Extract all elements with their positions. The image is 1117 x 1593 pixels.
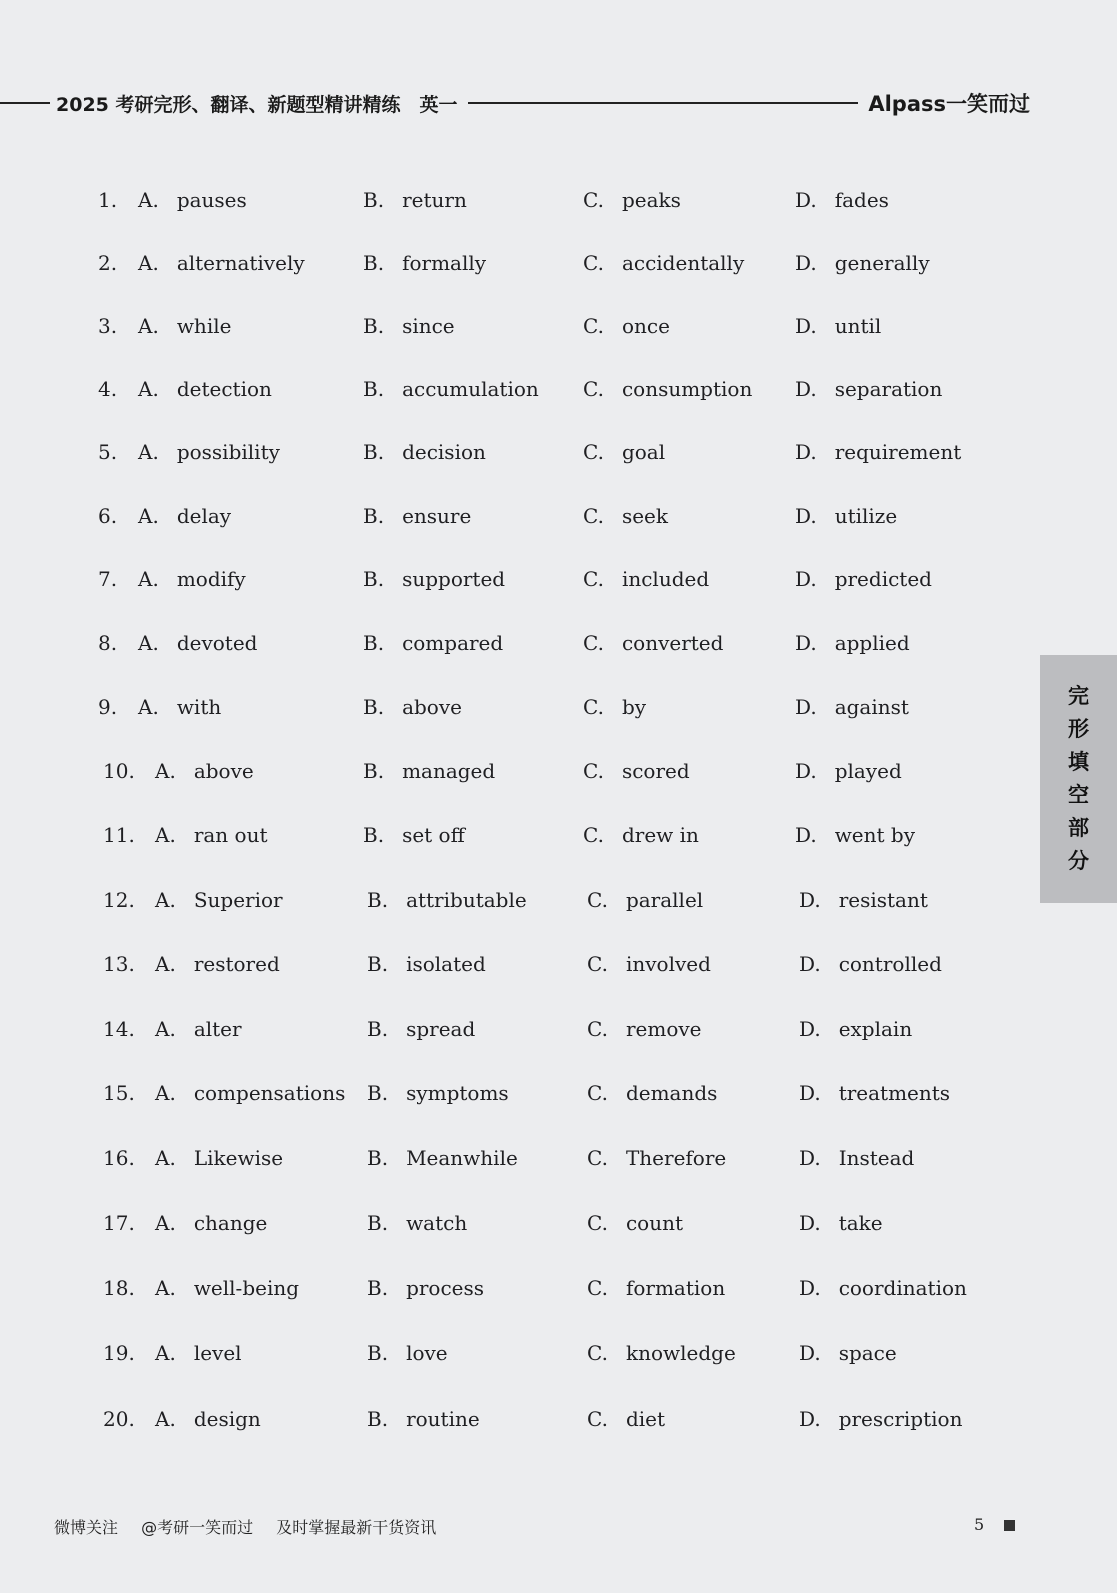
option-b bbox=[367, 885, 527, 915]
option-word: requirement bbox=[834, 440, 962, 464]
option-letter: C. bbox=[587, 1017, 608, 1041]
option-c bbox=[583, 248, 744, 278]
option-a bbox=[155, 1404, 261, 1434]
option-word: ensure bbox=[402, 504, 472, 528]
footer-weibo: 微博关注 bbox=[54, 1518, 119, 1537]
option-c bbox=[587, 1273, 725, 1303]
question-number: 16. bbox=[103, 1146, 135, 1170]
option-d bbox=[799, 949, 942, 979]
option-letter: D. bbox=[795, 251, 817, 275]
question-row bbox=[0, 248, 1030, 278]
option-word: alter bbox=[193, 1017, 242, 1041]
option-word: attributable bbox=[406, 888, 527, 912]
question-number: 8. bbox=[98, 631, 118, 655]
option-letter: C. bbox=[587, 1341, 608, 1365]
option-letter: A. bbox=[155, 1017, 176, 1041]
option-word: above bbox=[193, 759, 254, 783]
option-letter: C. bbox=[583, 440, 604, 464]
option-word: modify bbox=[176, 567, 246, 591]
option-letter: B. bbox=[363, 377, 385, 401]
question-row bbox=[0, 185, 1030, 215]
option-letter: B. bbox=[363, 504, 385, 528]
option-a bbox=[155, 1208, 267, 1238]
brand-logo: Alpass一笑而过 bbox=[868, 92, 1030, 116]
question-number: 1. bbox=[98, 188, 118, 212]
option-letter: C. bbox=[583, 251, 604, 275]
option-letter: C. bbox=[583, 759, 604, 783]
option-d bbox=[799, 1014, 912, 1044]
question-number: 3. bbox=[98, 314, 118, 338]
option-a bbox=[138, 374, 272, 404]
option-letter: A. bbox=[138, 251, 159, 275]
question-row bbox=[0, 949, 1030, 979]
option-a bbox=[138, 564, 246, 594]
page-header bbox=[0, 88, 1030, 118]
option-c bbox=[583, 692, 646, 722]
option-c bbox=[583, 756, 690, 786]
option-word: level bbox=[193, 1341, 242, 1365]
option-word: well-being bbox=[193, 1276, 300, 1300]
option-word: drew in bbox=[621, 823, 699, 847]
option-b bbox=[367, 1338, 448, 1368]
option-word: take bbox=[838, 1211, 883, 1235]
question-number: 7. bbox=[98, 567, 118, 591]
option-letter: B. bbox=[363, 695, 385, 719]
option-letter: D. bbox=[795, 314, 817, 338]
option-letter: C. bbox=[587, 888, 608, 912]
option-c bbox=[583, 564, 709, 594]
option-b bbox=[367, 1404, 480, 1434]
page-marker-square bbox=[1004, 1520, 1015, 1531]
option-word: separation bbox=[834, 377, 943, 401]
option-word: coordination bbox=[838, 1276, 967, 1300]
question-number: 18. bbox=[103, 1276, 135, 1300]
option-word: fades bbox=[834, 188, 889, 212]
option-letter: D. bbox=[795, 440, 817, 464]
option-letter: A. bbox=[138, 314, 159, 338]
option-letter: D. bbox=[795, 377, 817, 401]
option-word: knowledge bbox=[625, 1341, 736, 1365]
option-word: space bbox=[838, 1341, 897, 1365]
option-letter: B. bbox=[363, 314, 385, 338]
option-word: involved bbox=[625, 952, 711, 976]
option-a bbox=[155, 820, 268, 850]
option-word: ran out bbox=[193, 823, 268, 847]
option-b bbox=[363, 628, 503, 658]
option-letter: D. bbox=[799, 1017, 821, 1041]
option-letter: B. bbox=[363, 631, 385, 655]
option-d bbox=[799, 1143, 914, 1173]
side-tab-char: 填 bbox=[1068, 750, 1089, 774]
option-word: until bbox=[834, 314, 882, 338]
option-word: goal bbox=[621, 440, 666, 464]
option-letter: B. bbox=[363, 759, 385, 783]
option-b bbox=[367, 1014, 475, 1044]
question-row bbox=[0, 1078, 1030, 1108]
option-letter: A. bbox=[155, 1211, 176, 1235]
option-b bbox=[363, 311, 455, 341]
option-d bbox=[795, 374, 942, 404]
option-word: detection bbox=[176, 377, 272, 401]
option-a bbox=[138, 185, 247, 215]
option-a bbox=[155, 1273, 299, 1303]
option-letter: B. bbox=[367, 888, 389, 912]
option-word: prescription bbox=[838, 1407, 963, 1431]
option-word: since bbox=[402, 314, 455, 338]
option-d bbox=[795, 437, 961, 467]
option-word: formation bbox=[625, 1276, 726, 1300]
option-c bbox=[587, 1143, 726, 1173]
option-word: went by bbox=[834, 823, 916, 847]
option-word: remove bbox=[625, 1017, 702, 1041]
option-word: Likewise bbox=[193, 1146, 284, 1170]
option-letter: A. bbox=[138, 567, 159, 591]
question-row bbox=[0, 1208, 1030, 1238]
option-letter: B. bbox=[367, 1341, 389, 1365]
option-b bbox=[363, 437, 486, 467]
option-a bbox=[155, 1143, 283, 1173]
option-d bbox=[795, 185, 889, 215]
option-word: once bbox=[621, 314, 670, 338]
option-b bbox=[363, 501, 471, 531]
option-a bbox=[138, 248, 305, 278]
option-letter: B. bbox=[363, 567, 385, 591]
option-word: managed bbox=[402, 759, 496, 783]
option-word: played bbox=[834, 759, 902, 783]
question-number: 17. bbox=[103, 1211, 135, 1235]
option-word: diet bbox=[625, 1407, 666, 1431]
option-letter: D. bbox=[795, 759, 817, 783]
option-letter: C. bbox=[583, 695, 604, 719]
option-d bbox=[799, 1078, 950, 1108]
side-tab-char: 部 bbox=[1068, 816, 1089, 840]
option-d bbox=[795, 756, 902, 786]
side-tab-char: 空 bbox=[1068, 783, 1089, 807]
option-c bbox=[587, 1078, 717, 1108]
question-row bbox=[0, 1338, 1030, 1368]
option-c bbox=[583, 311, 670, 341]
option-letter: B. bbox=[363, 188, 385, 212]
option-word: Therefore bbox=[625, 1146, 727, 1170]
option-b bbox=[363, 374, 539, 404]
option-c bbox=[583, 437, 665, 467]
option-letter: C. bbox=[583, 823, 604, 847]
option-letter: C. bbox=[583, 377, 604, 401]
option-letter: C. bbox=[587, 952, 608, 976]
option-letter: A. bbox=[155, 952, 176, 976]
option-letter: A. bbox=[155, 759, 176, 783]
option-word: delay bbox=[176, 504, 232, 528]
option-a bbox=[155, 1014, 242, 1044]
option-letter: A. bbox=[138, 377, 159, 401]
option-letter: B. bbox=[367, 1146, 389, 1170]
option-word: peaks bbox=[621, 188, 681, 212]
option-letter: C. bbox=[587, 1276, 608, 1300]
option-letter: A. bbox=[155, 823, 176, 847]
option-letter: D. bbox=[799, 888, 821, 912]
option-word: symptoms bbox=[406, 1081, 509, 1105]
option-word: restored bbox=[193, 952, 280, 976]
question-row bbox=[0, 692, 1030, 722]
option-letter: A. bbox=[138, 504, 159, 528]
option-word: by bbox=[621, 695, 647, 719]
question-number: 9. bbox=[98, 695, 118, 719]
option-word: watch bbox=[406, 1211, 468, 1235]
option-word: converted bbox=[621, 631, 724, 655]
option-word: controlled bbox=[838, 952, 942, 976]
option-letter: D. bbox=[799, 952, 821, 976]
option-letter: C. bbox=[587, 1081, 608, 1105]
option-letter: D. bbox=[795, 567, 817, 591]
option-word: predicted bbox=[834, 567, 932, 591]
option-word: while bbox=[176, 314, 232, 338]
option-word: compared bbox=[402, 631, 504, 655]
question-number: 13. bbox=[103, 952, 135, 976]
page-number: 5 bbox=[974, 1515, 985, 1534]
option-b bbox=[363, 692, 462, 722]
option-word: decision bbox=[402, 440, 486, 464]
option-letter: C. bbox=[583, 314, 604, 338]
option-d bbox=[795, 311, 881, 341]
option-c bbox=[587, 1338, 736, 1368]
option-letter: B. bbox=[363, 251, 385, 275]
option-letter: C. bbox=[587, 1211, 608, 1235]
side-tab-char: 完 bbox=[1068, 684, 1089, 708]
option-word: pauses bbox=[176, 188, 247, 212]
option-word: supported bbox=[402, 567, 506, 591]
option-word: explain bbox=[838, 1017, 913, 1041]
option-word: with bbox=[176, 695, 222, 719]
option-word: treatments bbox=[838, 1081, 951, 1105]
option-letter: A. bbox=[138, 695, 159, 719]
option-word: demands bbox=[625, 1081, 718, 1105]
option-letter: C. bbox=[587, 1407, 608, 1431]
option-d bbox=[799, 1404, 962, 1434]
section-side-tab bbox=[1040, 655, 1117, 903]
option-c bbox=[583, 501, 668, 531]
question-row bbox=[0, 1273, 1030, 1303]
question-row bbox=[0, 564, 1030, 594]
option-word: above bbox=[402, 695, 462, 719]
question-row bbox=[0, 1404, 1030, 1434]
option-word: accumulation bbox=[402, 377, 539, 401]
question-number: 12. bbox=[103, 888, 135, 912]
option-word: accidentally bbox=[621, 251, 745, 275]
option-word: set off bbox=[402, 823, 465, 847]
option-letter: C. bbox=[583, 631, 604, 655]
option-a bbox=[155, 1338, 242, 1368]
question-number: 10. bbox=[103, 759, 135, 783]
option-word: count bbox=[625, 1211, 683, 1235]
header-title: 2025 考研完形、翻译、新题型精讲精练 英一 bbox=[56, 93, 458, 116]
option-letter: A. bbox=[138, 440, 159, 464]
option-letter: D. bbox=[795, 504, 817, 528]
option-word: scored bbox=[621, 759, 690, 783]
header-rule-left bbox=[0, 102, 50, 104]
option-letter: A. bbox=[155, 1341, 176, 1365]
question-number: 6. bbox=[98, 504, 118, 528]
option-word: Instead bbox=[838, 1146, 915, 1170]
option-c bbox=[583, 628, 723, 658]
side-tab-char: 分 bbox=[1068, 849, 1089, 873]
question-row bbox=[0, 820, 1030, 850]
option-word: return bbox=[402, 188, 467, 212]
option-letter: A. bbox=[138, 188, 159, 212]
option-word: consumption bbox=[621, 377, 753, 401]
option-d bbox=[799, 1338, 897, 1368]
option-word: seek bbox=[621, 504, 669, 528]
footer-slogan: 及时掌握最新干货资讯 bbox=[276, 1518, 437, 1537]
question-row bbox=[0, 885, 1030, 915]
option-word: devoted bbox=[176, 631, 258, 655]
option-d bbox=[795, 501, 897, 531]
option-a bbox=[138, 692, 221, 722]
option-c bbox=[587, 1014, 702, 1044]
option-word: routine bbox=[406, 1407, 480, 1431]
option-d bbox=[799, 1273, 967, 1303]
option-word: formally bbox=[402, 251, 487, 275]
option-b bbox=[367, 1078, 509, 1108]
option-b bbox=[363, 564, 505, 594]
option-letter: B. bbox=[367, 1017, 389, 1041]
option-b bbox=[367, 1273, 484, 1303]
footer-account: @考研一笑而过 bbox=[141, 1518, 254, 1537]
question-row bbox=[0, 1143, 1030, 1173]
option-b bbox=[367, 1208, 467, 1238]
question-row bbox=[0, 628, 1030, 658]
page-footer bbox=[54, 1515, 1014, 1541]
option-a bbox=[138, 437, 280, 467]
option-letter: C. bbox=[583, 188, 604, 212]
option-a bbox=[155, 1078, 345, 1108]
question-number: 15. bbox=[103, 1081, 135, 1105]
option-c bbox=[587, 1208, 683, 1238]
option-a bbox=[138, 628, 257, 658]
question-number: 5. bbox=[98, 440, 118, 464]
option-b bbox=[363, 756, 495, 786]
option-letter: D. bbox=[795, 823, 817, 847]
option-a bbox=[155, 756, 254, 786]
option-c bbox=[583, 820, 699, 850]
option-a bbox=[155, 949, 280, 979]
side-tab-char: 形 bbox=[1068, 717, 1089, 741]
option-letter: D. bbox=[795, 188, 817, 212]
option-word: applied bbox=[834, 631, 910, 655]
option-c bbox=[583, 374, 752, 404]
question-number: 11. bbox=[103, 823, 135, 847]
option-letter: D. bbox=[795, 695, 817, 719]
option-a bbox=[155, 885, 283, 915]
option-b bbox=[367, 1143, 518, 1173]
option-word: alternatively bbox=[176, 251, 305, 275]
option-d bbox=[795, 564, 932, 594]
option-letter: D. bbox=[799, 1407, 821, 1431]
option-word: possibility bbox=[176, 440, 280, 464]
option-word: resistant bbox=[838, 888, 928, 912]
question-number: 2. bbox=[98, 251, 118, 275]
option-word: utilize bbox=[834, 504, 898, 528]
option-d bbox=[795, 820, 915, 850]
option-d bbox=[795, 628, 910, 658]
option-letter: A. bbox=[155, 1276, 176, 1300]
question-number: 19. bbox=[103, 1341, 135, 1365]
option-letter: B. bbox=[367, 1081, 389, 1105]
option-letter: C. bbox=[587, 1146, 608, 1170]
question-row bbox=[0, 756, 1030, 786]
option-letter: C. bbox=[583, 504, 604, 528]
option-letter: B. bbox=[363, 440, 385, 464]
option-word: design bbox=[193, 1407, 261, 1431]
option-word: Superior bbox=[193, 888, 283, 912]
option-word: isolated bbox=[406, 952, 486, 976]
option-c bbox=[583, 185, 681, 215]
option-c bbox=[587, 949, 711, 979]
option-letter: D. bbox=[799, 1081, 821, 1105]
question-number: 20. bbox=[103, 1407, 135, 1431]
option-b bbox=[363, 820, 465, 850]
option-word: spread bbox=[406, 1017, 476, 1041]
option-letter: A. bbox=[155, 1081, 176, 1105]
header-rule-middle bbox=[468, 102, 859, 104]
option-letter: A. bbox=[155, 1407, 176, 1431]
option-letter: D. bbox=[799, 1211, 821, 1235]
option-d bbox=[799, 1208, 883, 1238]
question-row bbox=[0, 311, 1030, 341]
option-word: love bbox=[406, 1341, 448, 1365]
option-letter: B. bbox=[367, 952, 389, 976]
option-d bbox=[799, 885, 928, 915]
option-b bbox=[367, 949, 486, 979]
option-b bbox=[363, 248, 486, 278]
option-letter: A. bbox=[155, 888, 176, 912]
option-word: included bbox=[621, 567, 710, 591]
option-letter: D. bbox=[799, 1276, 821, 1300]
question-row bbox=[0, 501, 1030, 531]
option-c bbox=[587, 1404, 665, 1434]
option-word: change bbox=[193, 1211, 268, 1235]
option-d bbox=[795, 248, 930, 278]
option-b bbox=[363, 185, 467, 215]
option-word: process bbox=[406, 1276, 485, 1300]
option-letter: D. bbox=[799, 1341, 821, 1365]
option-d bbox=[795, 692, 909, 722]
option-word: against bbox=[834, 695, 909, 719]
option-letter: D. bbox=[795, 631, 817, 655]
option-letter: C. bbox=[583, 567, 604, 591]
option-word: generally bbox=[834, 251, 930, 275]
option-letter: B. bbox=[367, 1407, 389, 1431]
option-letter: B. bbox=[367, 1276, 389, 1300]
question-row bbox=[0, 437, 1030, 467]
option-a bbox=[138, 311, 231, 341]
option-letter: D. bbox=[799, 1146, 821, 1170]
option-letter: A. bbox=[155, 1146, 176, 1170]
question-row bbox=[0, 374, 1030, 404]
option-a bbox=[138, 501, 231, 531]
option-letter: A. bbox=[138, 631, 159, 655]
option-letter: B. bbox=[363, 823, 385, 847]
option-c bbox=[587, 885, 703, 915]
question-number: 14. bbox=[103, 1017, 135, 1041]
option-word: Meanwhile bbox=[406, 1146, 518, 1170]
option-letter: B. bbox=[367, 1211, 389, 1235]
option-word: compensations bbox=[193, 1081, 346, 1105]
question-row bbox=[0, 1014, 1030, 1044]
option-word: parallel bbox=[625, 888, 704, 912]
question-number: 4. bbox=[98, 377, 118, 401]
